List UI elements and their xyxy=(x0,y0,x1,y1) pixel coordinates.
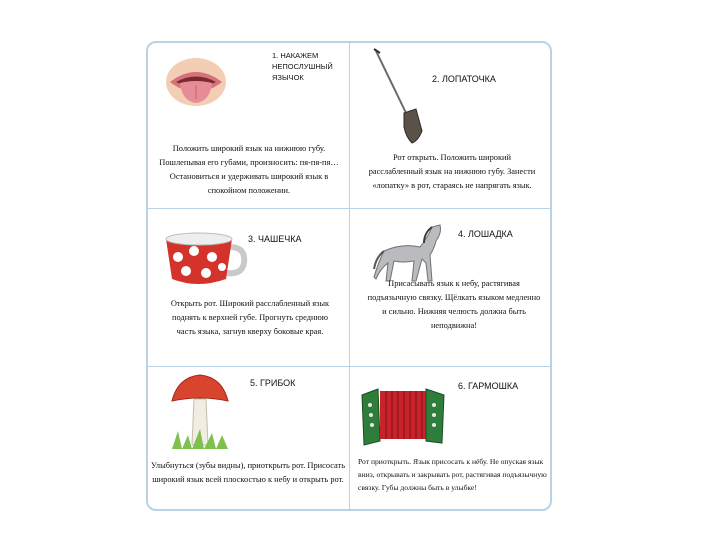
exercise-2-title: 2. ЛОПАТОЧКА xyxy=(432,74,496,84)
exercise-3-title: 3. ЧАШЕЧКА xyxy=(248,234,302,244)
exercise-5-title: 5. ГРИБОК xyxy=(250,378,296,388)
cup-picture xyxy=(162,229,246,289)
exercise-3 xyxy=(148,209,349,366)
exercise-card xyxy=(146,41,552,511)
shovel-picture xyxy=(368,47,438,147)
exercise-1-title-line-2: НЕПОСЛУШНЫЙ xyxy=(272,62,333,71)
exercise-2-description: Рот открыть. Положить широкий расслабленный язык на нижнюю губу. Занести «лопатку» в рот, стараясь не напрягать язык. xyxy=(368,153,536,190)
exercise-6-title: 6. ГАРМОШКА xyxy=(458,381,519,391)
exercise-1-description: Положить широкий язык на нижнюю губу. Пошлепывая его губами, произносить: пя-пя-пя… Остановиться и удерживать широкий язык в спокойном положении. xyxy=(159,144,339,195)
exercise-1-title-line-1: 1. НАКАЖЕМ xyxy=(272,51,319,60)
exercise-4 xyxy=(350,209,552,366)
mushroom-picture xyxy=(168,373,232,453)
exercise-5 xyxy=(148,367,349,511)
mouth-tongue-picture xyxy=(166,57,226,107)
exercise-1 xyxy=(148,43,349,208)
accordion-picture xyxy=(360,385,446,447)
exercise-1-title-line-3: ЯЗЫЧОК xyxy=(272,73,304,82)
exercise-1-title xyxy=(272,50,352,83)
exercise-5-description: Улыбнуться (зубы видны), приоткрыть рот. Присосать широкий язык всей плоскостью к небу и открыть рот. xyxy=(150,461,346,484)
exercise-2 xyxy=(350,43,552,208)
exercise-6 xyxy=(350,367,552,511)
exercise-3-description: Открыть рот. Широкий расслабленный язык поднять к верхней губе. Прогнуть среднюю часть языка, загнув кверху боковые края. xyxy=(170,299,330,336)
exercise-4-description: Присасывать язык к небу, растягивая подъязычную связку. Щёлкать языком медленно и сильно. Нижняя челюсть должна быть неподвижна! xyxy=(367,279,541,330)
exercise-4-title: 4. ЛОШАДКА xyxy=(458,229,513,239)
exercise-6-description: Рот приоткрыть. Язык присосать к нёбу. Не опуская язык вниз, открывать и закрывать рот, растягивая подъязычную связку. Губы должны быть в улыбке! xyxy=(358,457,547,492)
